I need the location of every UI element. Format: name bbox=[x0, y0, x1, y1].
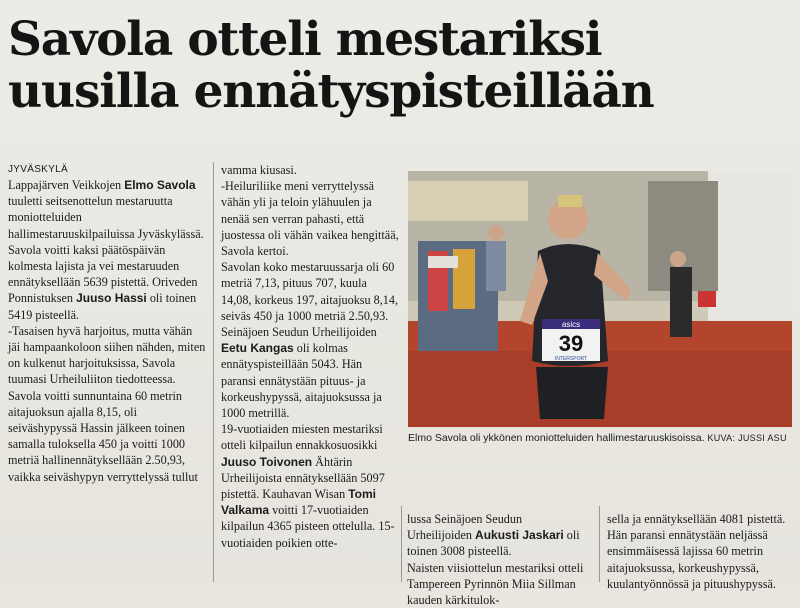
headline-line-2: uusilla ennätyspisteillään bbox=[8, 64, 654, 119]
paragraph bbox=[407, 511, 585, 560]
athlete-name: Tomi Valkama bbox=[221, 487, 376, 518]
photo-illustration bbox=[408, 171, 792, 427]
photo-caption bbox=[408, 431, 792, 445]
paragraph: Savola voitti sunnuntaina 60 metrin aitajuoksun ajalla 8,15, oli seiväshypyssä Hassin jälkeen toinen samalla tuloksella 450 ja voitti 1000 metriä hallinennätyksellään 2.50,93, vaikka seiväshypyn verryttelyssä tullut bbox=[8, 388, 198, 484]
athlete-name: Aukusti Jaskari bbox=[475, 528, 564, 543]
paragraph: sella ja ennätyksellään 4081 pistettä. Hän paransi ennätystään neljässä ensimmäisessä lajissa 60 metrin aitajuoksussa, korkeushypyssä, kuulantyönnössä ja pituushypyssä. bbox=[607, 512, 786, 591]
headline bbox=[8, 14, 654, 118]
text-run: 19-vuotiaiden miesten mestariksi otteli kilpailun ennakkosuosikki bbox=[221, 422, 383, 453]
paragraph bbox=[221, 421, 399, 551]
text-run: oli toinen 5419 pisteellä. bbox=[8, 291, 197, 322]
caption-text: Elmo Savola oli ykkönen moniotteluiden hallimestaruuskisoissa. bbox=[408, 432, 708, 444]
paragraph: -Heiluriliike meni verryttelyssä vähän yli ja teloin ylähuulen ja nenää sen verran pahasti, että juostessa oli vähän vaikea hengittää, Savola kertoi. bbox=[221, 179, 399, 259]
article-column-2 bbox=[221, 162, 399, 551]
athlete-photo bbox=[408, 171, 792, 427]
text-run: tuuletti seitsenottelun mestaruutta moniotteluiden hallimestaruuskilpailuissa Jyväskylässä. bbox=[8, 194, 204, 241]
photo-credit: KUVA: JUSSI ASU bbox=[707, 433, 787, 443]
bib-brand: asics bbox=[561, 320, 581, 329]
athlete-name: Eetu Kangas bbox=[221, 341, 294, 356]
text-run: lussa Seinäjoen Seudun Urheilijoiden bbox=[407, 512, 523, 543]
article-column-1 bbox=[8, 163, 206, 485]
athlete-name: Elmo Savola bbox=[124, 178, 196, 192]
text-run: Lappajärven Veikkojen bbox=[8, 178, 125, 192]
column-divider bbox=[599, 506, 600, 582]
text-run: Savola voitti kaksi päätöspäivän kolmesta lajista ja vei mestaruuden ennätyksellään 5639 pistettä. Oriveden Ponnistuksen bbox=[8, 242, 198, 306]
text-run: oli kolmas ennätyspisteillään 5043. Hän paransi ennätystään pituus- ja korkeushypyssä, aitajuoksussa ja 1000 metrillä. bbox=[221, 341, 382, 421]
text-run: oli toinen 3008 pisteellä. bbox=[407, 528, 580, 559]
dateline: JYVÄSKYLÄ bbox=[8, 164, 68, 175]
text-run: Seinäjoen Seudun Urheilijoiden bbox=[221, 325, 377, 340]
column-divider bbox=[401, 506, 402, 582]
article-column-4 bbox=[607, 511, 792, 592]
paragraph: -Tasaisen hyvä harjoitus, mutta vähän jäi hampaankoloon siihen nähden, miten on kulkenut harjoituksissa, Savola tuumasi Urheiluliiton tiedotteessa. bbox=[8, 323, 206, 387]
paragraph bbox=[8, 242, 206, 323]
athlete-name: Juuso Hassi bbox=[76, 291, 147, 306]
athlete-name: Juuso Toivonen bbox=[221, 454, 313, 469]
text-run: voitti 17-vuotiaiden kilpailun 4365 pisteen ottelulla. 15-vuotiaiden poikien otte- bbox=[221, 503, 395, 550]
text-run: Ähtärin Urheilijoista ennätyksellään 5097 pistettä. Kauhavan Wisan bbox=[221, 454, 385, 502]
article-column-3 bbox=[407, 511, 585, 608]
paragraph: vamma kiusasi. bbox=[221, 163, 297, 177]
bib-sponsor: INTERSPORT bbox=[554, 356, 588, 362]
paragraph bbox=[221, 324, 399, 421]
column-divider bbox=[213, 162, 214, 582]
paragraph: Savolan koko mestaruussarja oli 60 metriä 7,13, pituus 707, kuula 14,08, korkeus 197, aitajuoksu 8,14, seiväs 450 ja 1000 metriä 2.50,93. bbox=[221, 260, 399, 323]
headline-line-1: Savola otteli mestariksi bbox=[8, 12, 602, 67]
paragraph bbox=[8, 177, 206, 242]
paragraph: Naisten viisiottelun mestariksi otteli Tampereen Pyrinnön Miia Sillman kauden kärkitulok- bbox=[407, 560, 584, 608]
bib-number: 39 bbox=[558, 331, 584, 356]
